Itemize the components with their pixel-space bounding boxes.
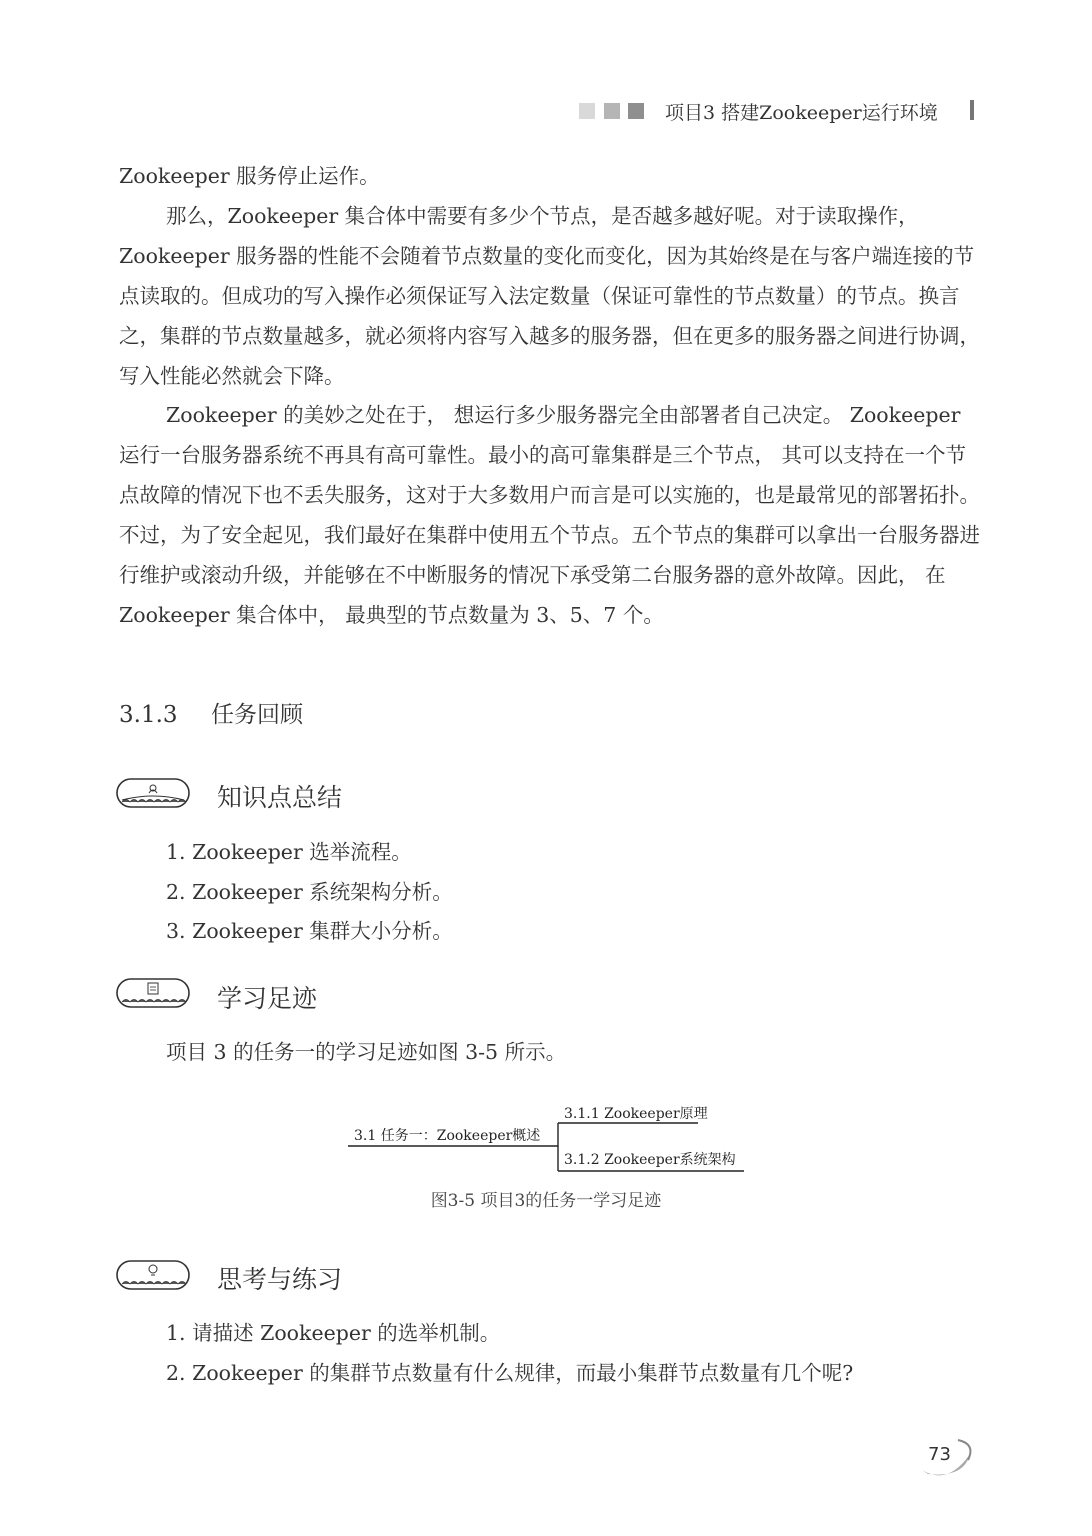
footprint-text: 项目 3 的任务一的学习足迹如图 3-5 所示。 (166, 1040, 567, 1064)
footprint-title: 学习足迹 (217, 984, 318, 1013)
paragraph-deployment (119, 395, 981, 635)
exercise-title: 思考与练习 (217, 1265, 343, 1294)
figure-caption: 图3-5 项目3的任务一学习足迹 (430, 1191, 662, 1211)
header-square-medium (604, 103, 620, 119)
paragraph-1: Zookeeper 服务停止运作。 (119, 164, 380, 188)
running-header (0, 98, 1092, 128)
paragraph-continuation (119, 156, 981, 196)
paragraph-2: 那么，Zookeeper 集合体中需要有多少个节点，是否越多越好呢。对于读取操作，Zookeeper 服务器的性能不会随着节点数量的变化而变化，因为其始终是在与客户端连接的节点读取的。但成功的写入操作必须保证写入法定数量（保证可靠性的节点数量）的节点。换言之，集群的节点数量越多，就必须将内容写入越多的服务器，但在更多的服务器之间进行协调，写入性能必然就会下降。 (119, 204, 980, 388)
header-bar (970, 100, 974, 120)
header-square-light (579, 103, 595, 119)
knowledge-item: 1. Zookeeper 选举流程。 (166, 840, 412, 864)
lightbulb-badge-icon (116, 1260, 190, 1290)
lotus-badge-icon (116, 778, 190, 808)
knowledge-title: 知识点总结 (217, 783, 343, 812)
header-title: 项目3 搭建Zookeeper运行环境 (665, 102, 938, 124)
figure-branch-label: 3.1.2 Zookeeper系统架构 (564, 1152, 736, 1168)
figure-3-5 (340, 1090, 760, 1180)
footprint-text-block (166, 1033, 566, 1073)
section-title: 任务回顾 (211, 702, 303, 728)
figure-branch-label: 3.1.1 Zookeeper原理 (564, 1106, 708, 1122)
header-square-dark (628, 103, 644, 119)
paragraph-3: Zookeeper 的美妙之处在于， 想运行多少服务器完全由部署者自己决定。 Zookeeper 运行一台服务器系统不再具有高可靠性。最小的高可靠集群是三个节点， 其可以支持在一个节点故障的情况下也不丢失服务，这对于大多数用户而言是可以实施的，也是最常见的部署拓扑。不过，为了安全起见，我们最好在集群中使用五个节点。五个节点的集群可以拿出一台服务器进行维护或滚动升级，并能够在不中断服务的情况下承受第二台服务器的意外故障。因此， 在 Zookeeper 集合体中， 最典型的节点数量为 3、5、7 个。 (119, 403, 980, 627)
section-number: 3.1.3 (119, 702, 178, 728)
section-heading (119, 696, 303, 729)
knowledge-list (166, 833, 453, 952)
paragraph-node-count (119, 196, 981, 396)
page-number: 73 (928, 1444, 951, 1465)
book-badge-icon (116, 978, 190, 1008)
page-number-badge (918, 1434, 978, 1480)
figure-root-label: 3.1 任务一：Zookeeper概述 (354, 1128, 541, 1144)
exercise-item: 1. 请描述 Zookeeper 的选举机制。 (166, 1321, 501, 1345)
knowledge-item: 3. Zookeeper 集群大小分析。 (166, 919, 453, 943)
exercise-list (166, 1314, 853, 1393)
exercise-item: 2. Zookeeper 的集群节点数量有什么规律，而最小集群节点数量有几个呢? (166, 1360, 854, 1385)
knowledge-item: 2. Zookeeper 系统架构分析。 (166, 879, 453, 904)
